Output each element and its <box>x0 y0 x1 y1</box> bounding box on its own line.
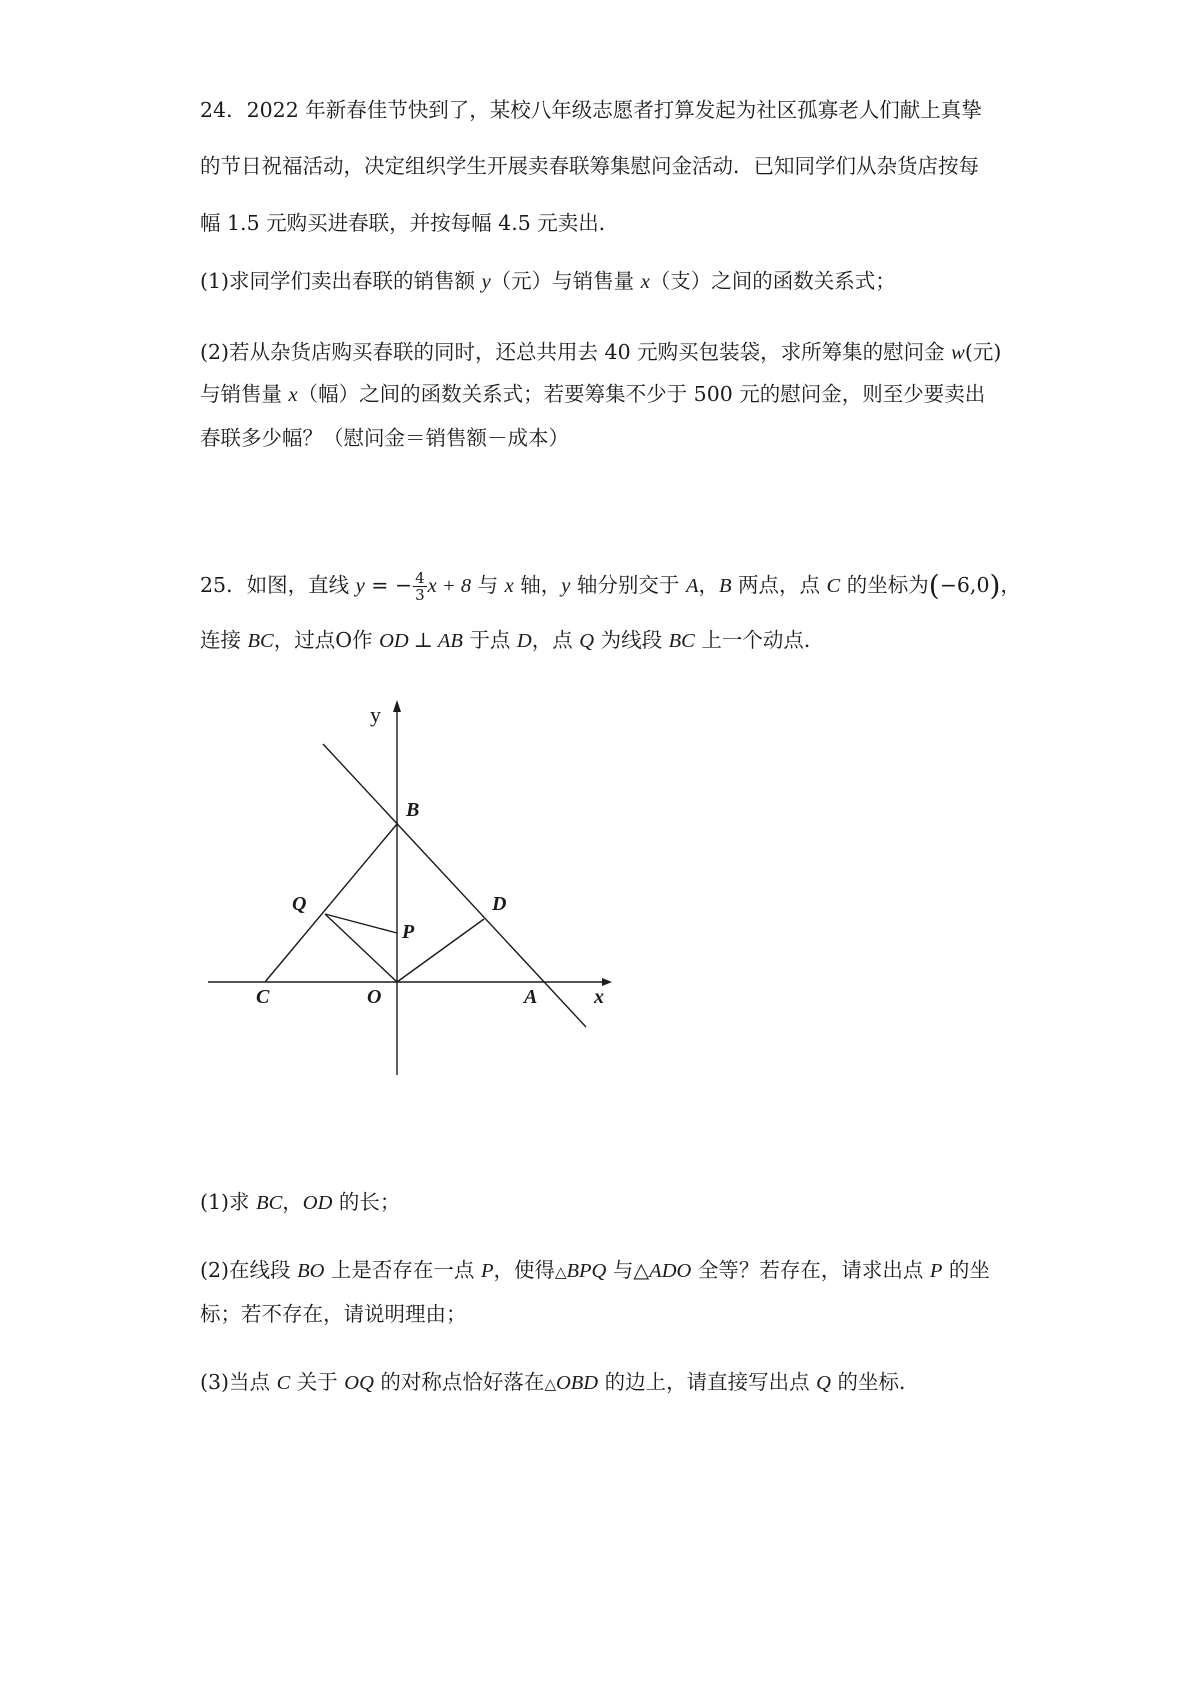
fraction: $\frac{4}{3}$ <box>415 569 425 604</box>
q24-part2-line3: 春联多少幅？（慰问金＝销售额－成本） <box>200 426 569 450</box>
label-b: B <box>406 799 420 821</box>
y-axis-arrow <box>393 700 401 712</box>
q24-line3: 幅 1.5 元购买进春联，并按每幅 4.5 元卖出． <box>200 211 620 235</box>
label-c: C <box>256 986 270 1008</box>
q24-line2: 的节日祝福活动，决定组织学生开展卖春联筹集慰问金活动．已知同学们从杂货店按每 <box>200 154 979 178</box>
segment-bc <box>265 824 397 982</box>
q24-part2-line2: 与销售量 x（幅）之间的函数关系式；若要筹集不少于 500 元的慰问金，则至少要卖出 <box>200 382 986 406</box>
q25-part2-line2: 标；若不存在，请说明理由； <box>200 1302 467 1326</box>
line-ab <box>323 744 586 1027</box>
label-p: P <box>402 921 415 943</box>
label-d: D <box>492 893 507 915</box>
label-o: O <box>367 986 382 1008</box>
q24-part2-line1: (2)若从杂货店购买春联的同时，还总共用去 40 元购买包装袋，求所筹集的慰问金 w(元) <box>200 340 1002 364</box>
q25-part1: (1)求 BC，OD 的长； <box>200 1190 401 1214</box>
x-axis-arrow <box>602 978 612 986</box>
label-y: y <box>370 702 381 727</box>
q25-part2-line1: (2)在线段 BO 上是否存在一点 P，使得△BPQ 与△ADO 全等？若存在，请求出点 P 的坐 <box>200 1258 990 1282</box>
q25-line2: 连接 BC，过点O作 OD ⊥ AB 于点 D，点 Q 为线段 BC 上一个动点． <box>200 628 825 652</box>
q24-line1: 24．2022 年新春佳节快到了，某校八年级志愿者打算发起为社区孤寡老人们献上真挚 <box>200 98 982 122</box>
q25-line1: 25．如图，直线 y = − $\frac{4}{3}$ x + 8 与 x 轴，y 轴分别交于 A，B 两点，点 C 的坐标为(−6,0)， <box>200 569 1021 604</box>
q25-part3: (3)当点 C 关于 OQ 的对称点恰好落在△OBD 的边上，请直接写出点 Q 的坐标． <box>200 1370 920 1394</box>
q24-part1: (1)求同学们卖出春联的销售额 y（元）与销售量 x（支）之间的函数关系式； <box>200 269 896 293</box>
label-a: A <box>524 986 538 1008</box>
label-x: x <box>594 986 604 1008</box>
label-q: Q <box>292 893 307 915</box>
